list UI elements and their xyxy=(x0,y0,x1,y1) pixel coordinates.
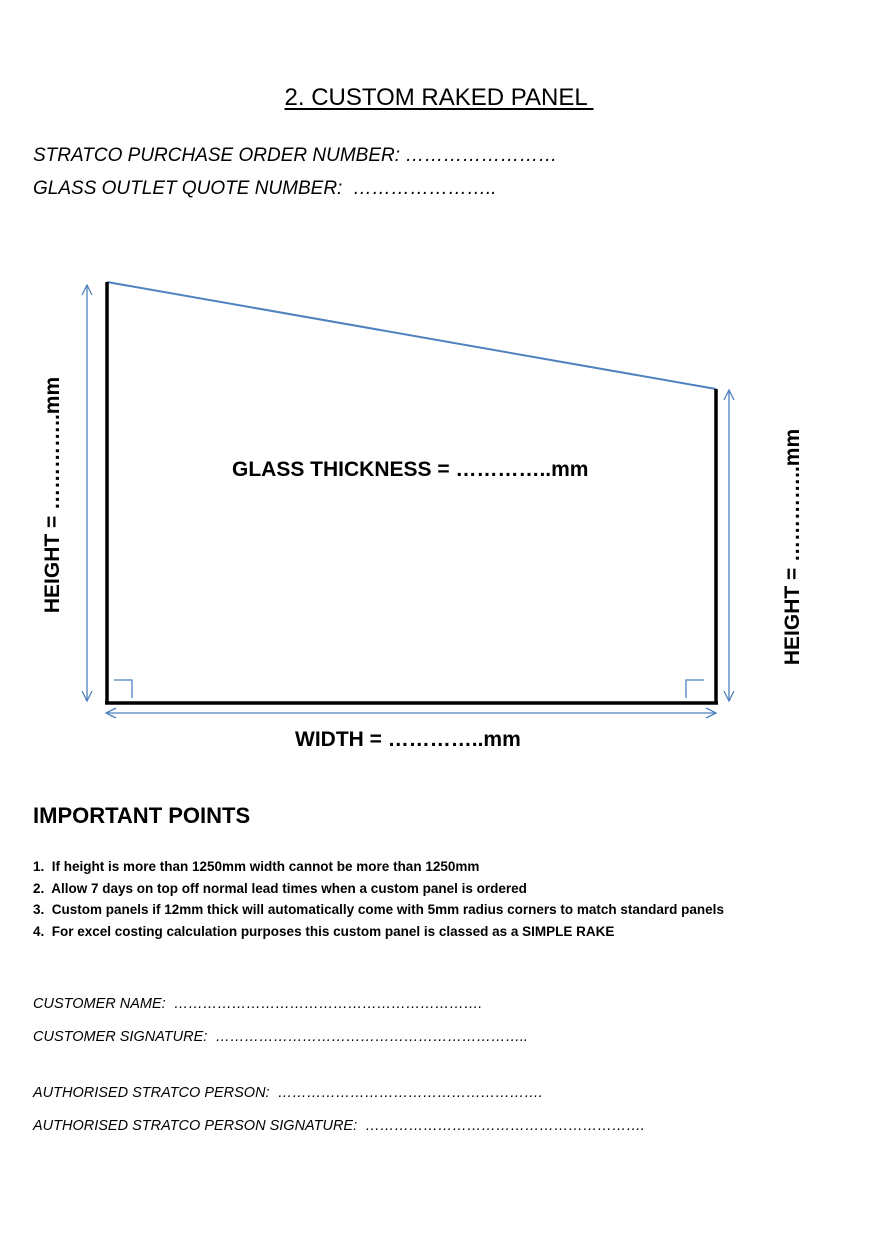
width-label: WIDTH = …………..mm xyxy=(295,728,521,751)
stratco-po-value: …………………… xyxy=(400,145,558,166)
list-item: 2. Allow 7 days on top off normal lead times when a custom panel is ordered xyxy=(33,880,527,896)
quote-number-label: GLASS OUTLET QUOTE NUMBER: xyxy=(33,178,343,199)
list-item: 4. For excel costing calculation purposes this custom panel is classed as a SIMPLE RAKE xyxy=(33,923,615,939)
right-angle-marker-left xyxy=(114,680,132,698)
left-height-label: HEIGHT = …………..mm xyxy=(41,376,64,614)
important-points-heading: IMPORTANT POINTS xyxy=(33,803,251,828)
right-height-label: HEIGHT = …………..mm xyxy=(781,428,804,666)
page-title: 2. CUSTOM RAKED PANEL xyxy=(284,84,594,111)
customer-name-line: CUSTOMER NAME: ………………………………………………………. xyxy=(33,996,483,1012)
list-item: 1. If height is more than 1250mm width cannot be more than 1250mm xyxy=(33,859,480,874)
stratco-po-label: STRATCO PURCHASE ORDER NUMBER: xyxy=(33,145,401,166)
important-points-list xyxy=(33,856,724,942)
quote-number-value: ………………….. xyxy=(342,178,497,199)
authorised-signature-line: AUTHORISED STRATCO PERSON SIGNATURE: …………………………………………………. xyxy=(33,1118,645,1134)
list-item: 3. Custom panels if 12mm thick will automatically come with 5mm radius corners to match standard panels xyxy=(33,902,724,917)
rake-edge xyxy=(107,282,716,389)
authorised-person-line: AUTHORISED STRATCO PERSON: ………………………………………………. xyxy=(33,1085,543,1101)
customer-signature-line: CUSTOMER SIGNATURE: ……………………………………………………….. xyxy=(33,1029,528,1045)
glass-thickness-label: GLASS THICKNESS = …………..mm xyxy=(232,458,589,481)
right-angle-marker-right xyxy=(686,680,704,698)
